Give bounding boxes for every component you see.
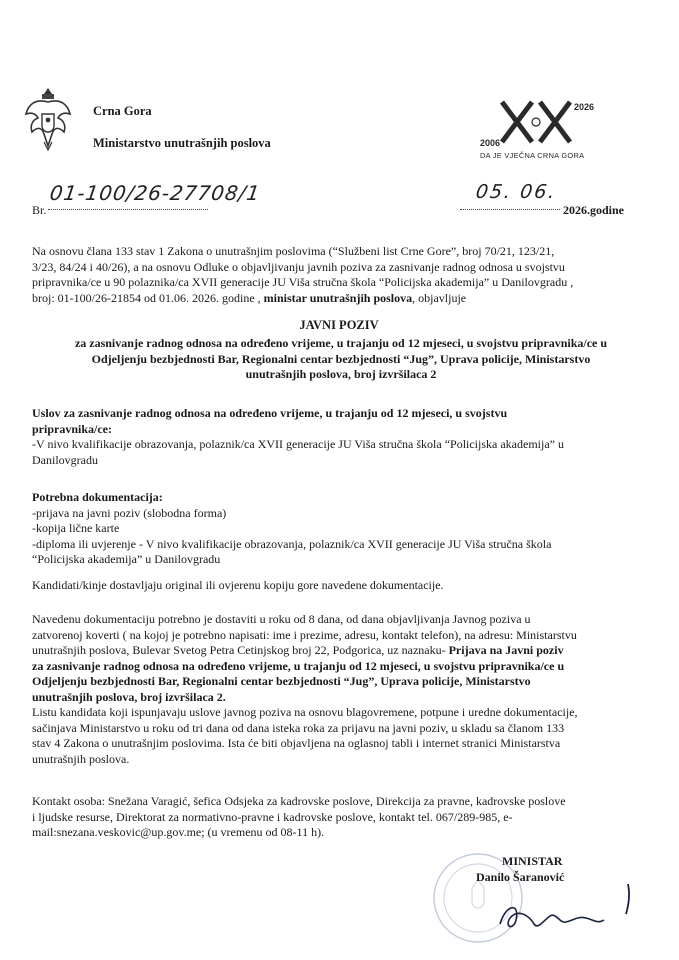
logo-caption: DA JE VJEČNA CRNA GORA bbox=[480, 151, 585, 160]
submission-line: unutrašnjih poslova. bbox=[32, 751, 130, 766]
anniversary-logo bbox=[478, 96, 628, 162]
condition-item: -V nivo kvalifikacije obrazovanja, polaznik/ca XVII generacije JU Viša stručna škola “Policijska akademija” u bbox=[32, 437, 564, 451]
reference-underline bbox=[48, 209, 208, 210]
documents-item: -prijava na javni poziv (slobodna forma) bbox=[32, 505, 227, 520]
submission-line: Navedenu dokumentaciju potrebno je dostaviti u roku od 8 dana, od dana objavljivanja Javnog poziva u bbox=[32, 612, 531, 626]
intro-line: pripravnika/ce u 90 polaznika/ca XVII generacije JU Viša stručna škola “Policijska akademija” u Danilovgradu , bbox=[32, 275, 574, 289]
contact-line: i ljudske resurse, Direktorat za normativno-pravne i kadrovske poslove, kontakt tel. 067/289-985, e- bbox=[32, 809, 513, 824]
contact-paragraph bbox=[32, 794, 646, 841]
submission-line: zatvorenoj koverti ( na kojoj je potrebno napisati: ime i prezime, adresu, kontakt telefon), na adresu: Ministarstvu bbox=[32, 627, 577, 642]
condition-section bbox=[32, 406, 646, 468]
submission-line: unutrašnjih poslova, broj izvršilaca 2. bbox=[32, 689, 226, 704]
subtitle-line: Odjeljenju bezbjednosti Bar, Regionalni centar bezbjednosti “Jug”, Uprava policije, Ministarstvo bbox=[91, 351, 591, 366]
documents-item: -diploma ili uvjerenje - V nivo kvalifikacije obrazovanja, polaznik/ca XVII generacije JU Viša stručna škola bbox=[32, 536, 552, 551]
intro-line bbox=[32, 291, 646, 307]
submission-line bbox=[32, 643, 646, 659]
document-title: JAVNI POZIV bbox=[299, 318, 379, 332]
condition-heading: Uslov za zasnivanje radnog odnosa na određeno vrijeme, u trajanju od 12 mjeseci, u svojstvu bbox=[32, 406, 508, 420]
intro-text: broj: 01-100/26-21854 od 01.06. 2026. godine , bbox=[32, 290, 261, 305]
submission-paragraph bbox=[32, 612, 646, 767]
reference-prefix: Br. bbox=[32, 203, 47, 217]
submission-line: Listu kandidata koji ispunjavaju uslove javnog poziva na osnovu blagovremene, potpune i uredne dokumentacije, bbox=[32, 705, 578, 719]
submission-bold: Prijava na Javni poziv bbox=[448, 643, 564, 657]
submission-line: stav 4 Zakona o unutrašnjim poslovima. Ista će biti objavljena na oglasnoj tabli i internet stranici Ministarstva bbox=[32, 736, 561, 750]
intro-minister: ministar unutrašnjih poslova bbox=[263, 290, 413, 305]
condition-heading: pripravnika/ce: bbox=[32, 421, 112, 436]
logo-year-right: 2026 bbox=[574, 102, 595, 112]
submission-line: Odjeljenju bezbjednosti Bar, Regionalni centar bezbjednosti “Jug”, Uprava policije, Ministarstvo bbox=[32, 674, 531, 688]
document-subtitle bbox=[36, 336, 646, 383]
country-name: Crna Gora bbox=[93, 104, 152, 118]
documents-heading: Potrebna dokumentacija: bbox=[32, 490, 163, 504]
handwritten-signature bbox=[486, 880, 646, 940]
logo-year-left: 2006 bbox=[480, 138, 501, 148]
condition-item: Danilovgradu bbox=[32, 452, 98, 467]
submission-text: unutrašnjih poslova, Bulevar Svetog Petra Cetinjskog broj 22, Podgorica, uz naznaku- bbox=[32, 643, 449, 657]
submission-line: sačinjava Ministarstvo u roku od tri dana od dana isteka roka za prijavu na javni poziv, u skladu sa članom 133 bbox=[32, 720, 565, 735]
contact-line: Kontakt osoba: Snežana Varagić, šefica Odsjeka za kadrovske poslove, Direkcija za pravne, kadrovske poslove bbox=[32, 794, 566, 808]
submission-line: za zasnivanje radnog odnosa na određeno vrijeme, u trajanju od 12 mjeseci, u svojstvu pripravnika/ce u bbox=[32, 658, 565, 673]
signature-title: MINISTAR bbox=[502, 854, 563, 868]
intro-line: Na osnovu člana 133 stav 1 Zakona o unutrašnjim poslovima (“Službeni list Crne Gore”, broj 70/21, 123/21, bbox=[32, 244, 555, 258]
subtitle-line: unutrašnjih poslova, broj izvršilaca 2 bbox=[245, 367, 437, 381]
documents-item: “Policijska akademija” u Danilovgradu bbox=[32, 552, 221, 566]
signature-name: Danilo Šaranović bbox=[476, 870, 565, 884]
date-handwritten: 05. 06. bbox=[474, 181, 559, 203]
intro-text: , objavljuje bbox=[412, 290, 467, 305]
date-suffix: 2026.godine bbox=[563, 203, 625, 217]
documents-item: -kopija lične karte bbox=[32, 521, 120, 535]
subtitle-line: za zasnivanje radnog odnosa na određeno vrijeme, u trajanju od 12 mjeseci, u svojstvu pripravnika/ce u bbox=[74, 336, 608, 350]
coat-of-arms-icon bbox=[22, 84, 74, 154]
intro-paragraph bbox=[32, 244, 646, 306]
date-underline bbox=[460, 209, 560, 210]
reference-number: 01-100/26-27708/1 bbox=[48, 181, 263, 205]
contact-line: mail:snezana.veskovic@up.gov.me; (u vremenu od 08-11 h). bbox=[32, 825, 325, 839]
ministry-name: Ministarstvo unutrašnjih poslova bbox=[93, 136, 271, 150]
documents-section bbox=[32, 490, 646, 568]
intro-line: 3/23, 84/24 i 40/26), a na osnovu Odluke o objavljivanju javnih poziva za zasnivanje radnog odnosa u svojstvu bbox=[32, 259, 565, 274]
candidates-note: Kandidati/kinje dostavljaju original ili ovjerenu kopiju gore navedene dokumentacije. bbox=[32, 578, 444, 592]
